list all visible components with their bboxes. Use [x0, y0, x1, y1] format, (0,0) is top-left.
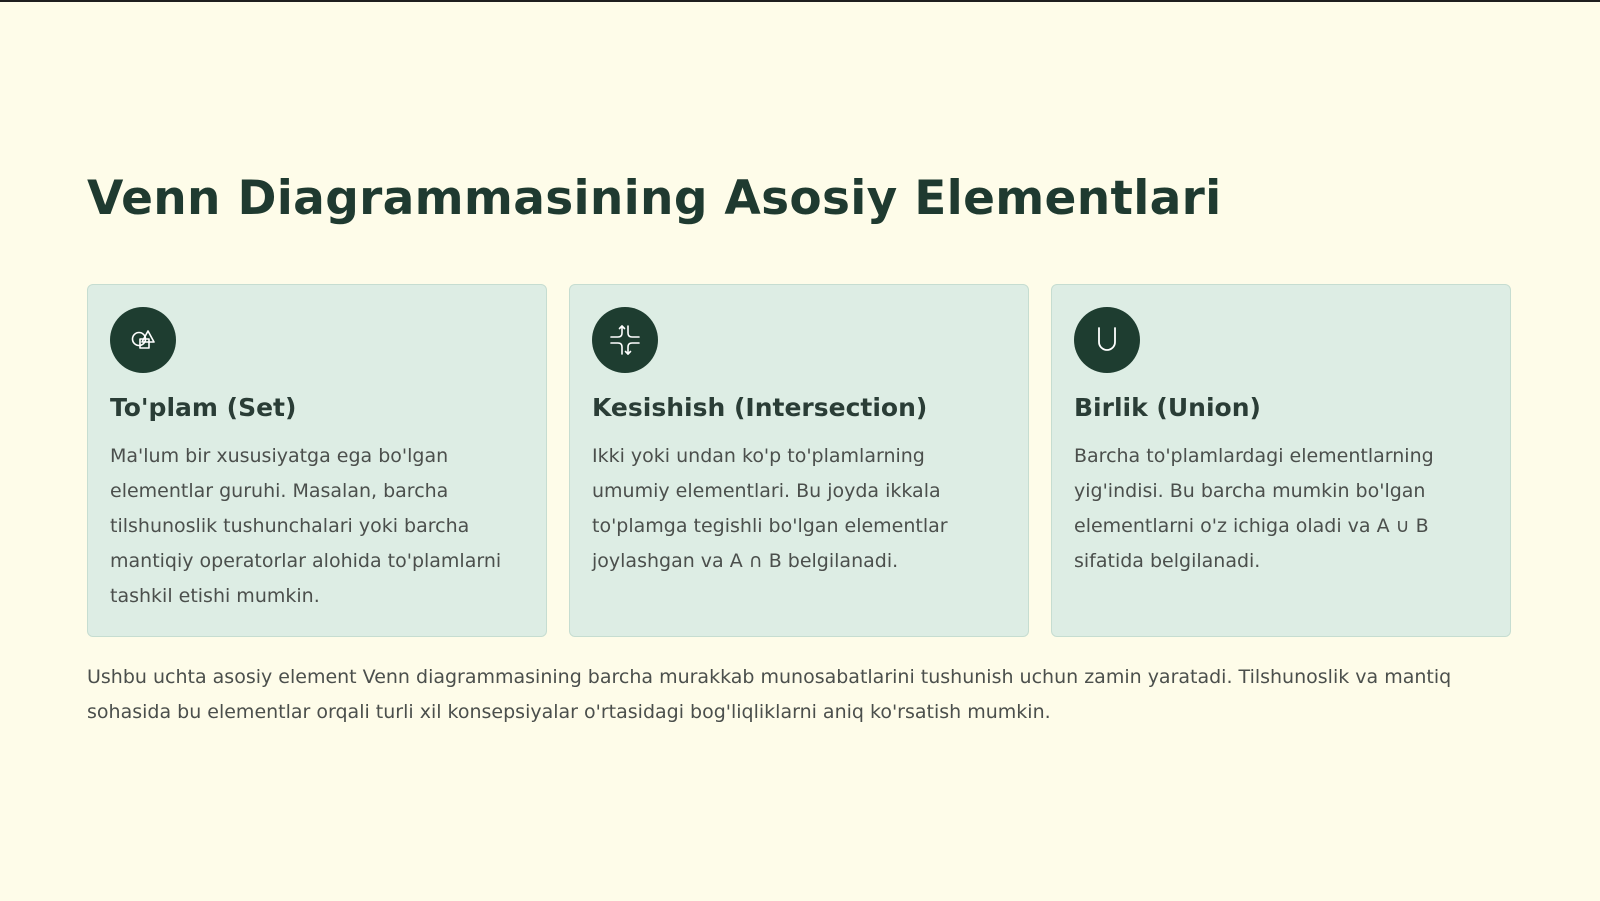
shapes-icon [125, 322, 161, 358]
card-title: Kesishish (Intersection) [592, 393, 928, 422]
slide [87, 2, 1513, 901]
icon-badge [110, 307, 176, 373]
summary-paragraph: Ushbu uchta asosiy element Venn diagrammasining barcha murakkab munosabatlarini tushunish uchun zamin yaratadi. Tilshunoslik va mantiq sohasida bu elementlar orqali turli xil konsepsiyalar o'rtasidagi bog'liqliklarni aniq ko'rsatish mumkin. [87, 666, 1452, 723]
icon-badge [592, 307, 658, 373]
card-title: Birlik (Union) [1074, 393, 1261, 422]
card-row [87, 284, 1513, 637]
card-text: Barcha to'plamlardagi elementlarning yig'indisi. Bu barcha mumkin bo'lgan elementlarni o'z ichiga oladi va A ∪ B sifatida belgilanadi. [1074, 445, 1434, 572]
intersection-arrows-icon [607, 322, 643, 358]
icon-badge [1074, 307, 1140, 373]
card-union [1051, 284, 1511, 637]
union-symbol-icon [1089, 322, 1125, 358]
card-set [87, 284, 547, 637]
card-title: To'plam (Set) [110, 393, 297, 422]
card-text: Ma'lum bir xususiyatga ega bo'lgan elementlar guruhi. Masalan, barcha tilshunoslik tushunchalari yoki barcha mantiqiy operatorlar alohida to'plamlarni tashkil etishi mumkin. [110, 445, 502, 607]
card-intersection [569, 284, 1029, 637]
card-text: Ikki yoki undan ko'p to'plamlarning umumiy elementlari. Bu joyda ikkala to'plamga tegishli bo'lgan elementlar joylashgan va A ∩ B belgilanadi. [592, 445, 948, 572]
page-title: Venn Diagrammasining Asosiy Elementlari [87, 171, 1222, 226]
